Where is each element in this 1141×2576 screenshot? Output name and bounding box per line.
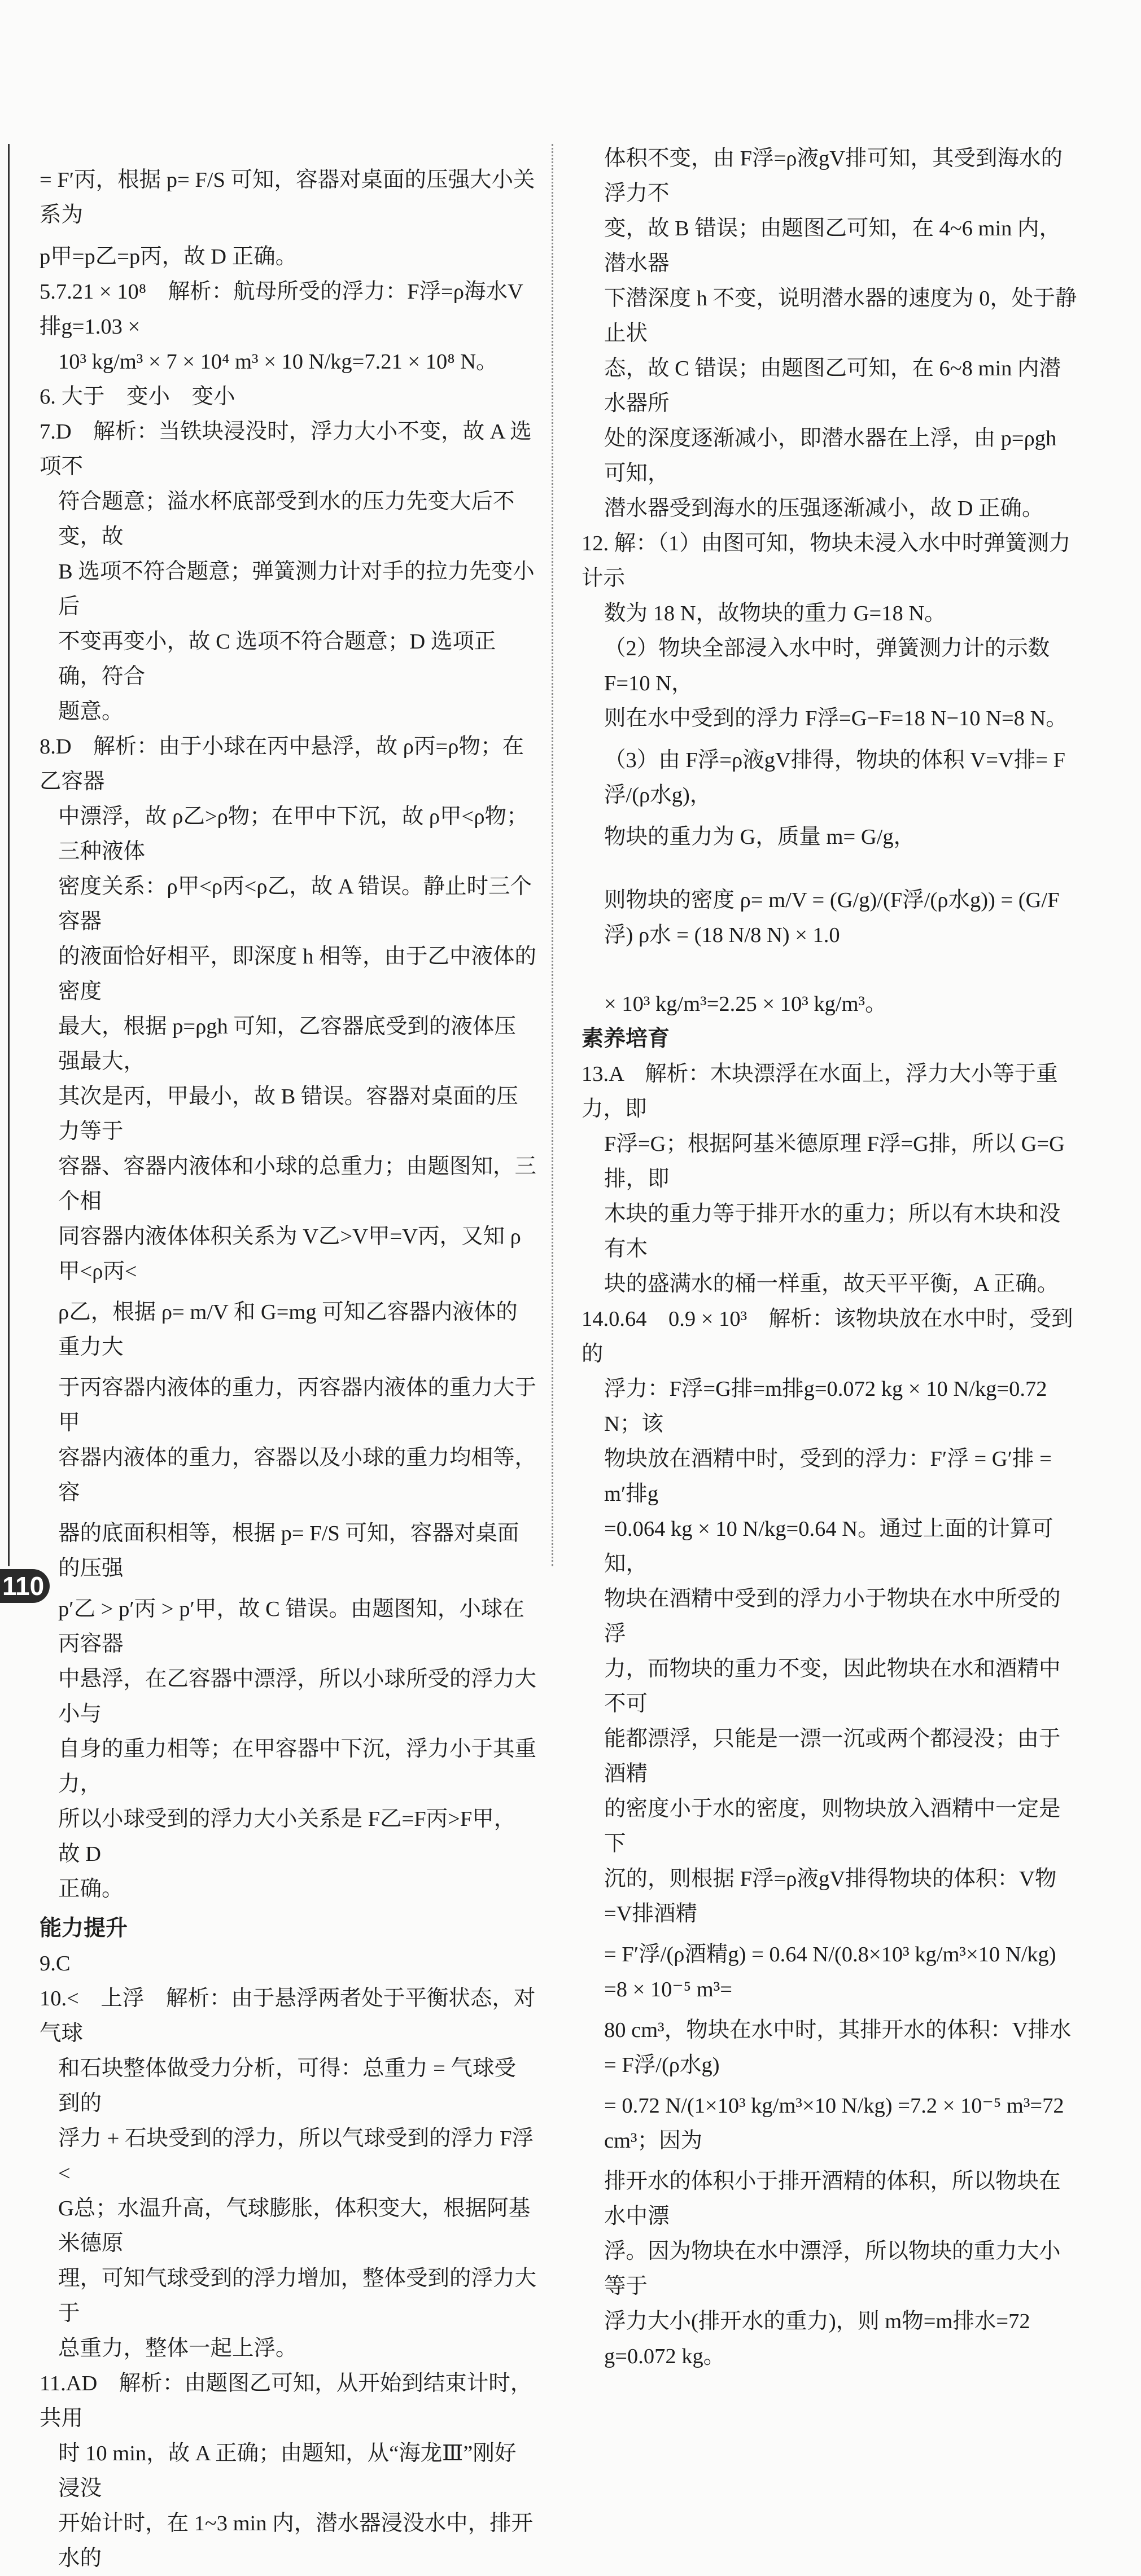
line: 和石块整体做受力分析，可得：总重力 = 气球受到的 bbox=[58, 2057, 516, 2115]
column-divider bbox=[552, 144, 553, 1566]
line: 的密度小于水的密度，则物块放入酒精中一定是下 bbox=[604, 1797, 1061, 1856]
line: 中漂浮，故 ρ乙>ρ物；在甲中下沉，故 ρ甲<ρ物；三种液体 bbox=[58, 805, 528, 864]
line: 浮力：F浮=G排=m排g=0.072 kg × 10 N/kg=0.72 N；该 bbox=[604, 1377, 1047, 1436]
answer-8: 8.D 解析：由于小球在丙中悬浮，故 ρ丙=ρ物；在乙容器 bbox=[40, 735, 524, 794]
answer-10: 10.< 上浮 解析：由于悬浮两者处于平衡状态，对气球 bbox=[40, 1987, 536, 2045]
line: = F′浮/(ρ酒精g) = 0.64 N/(0.8×10³ kg/m³×10 N/kg) =8 × 10⁻⁵ m³= bbox=[604, 1943, 1056, 2001]
line: 题意。 bbox=[58, 700, 124, 724]
line: ρ乙，根据 ρ= m/V 和 G=mg 可知乙容器内液体的重力大 bbox=[58, 1300, 518, 1359]
answer-13: 13.A 解析：木块漂浮在水面上，浮力大小等于重力，即 bbox=[582, 1062, 1058, 1121]
answer-14: 14.0.64 0.9 × 10³ 解析：该物块放在水中时，受到的 bbox=[582, 1307, 1073, 1366]
right-column bbox=[582, 141, 1078, 2374]
line: 10³ kg/m³ × 7 × 10⁴ m³ × 10 N/kg=7.21 × 10⁸ N。 bbox=[58, 350, 498, 374]
answer-11: 11.AD 解析：由题图乙可知，从开始到结束计时，共用 bbox=[40, 2372, 532, 2430]
line: p甲=p乙=p丙，故 D 正确。 bbox=[40, 245, 298, 269]
line: （2）物块全部浸入水中时，弹簧测力计的示数 F=10 N， bbox=[604, 637, 1050, 695]
line: 理，可知气球受到的浮力增加，整体受到的浮力大于 bbox=[58, 2267, 537, 2325]
line: p′乙 > p′丙 > p′甲，故 C 错误。由题图知，小球在丙容器 bbox=[58, 1597, 524, 1656]
line: × 10³ kg/m³=2.25 × 10³ kg/m³。 bbox=[604, 992, 887, 1016]
answer-6: 6. 大于 变小 变小 bbox=[40, 385, 235, 409]
line: 排开水的体积小于排开酒精的体积，所以物块在水中漂 bbox=[604, 2170, 1061, 2228]
line: 80 cm³，物块在水中时，其排开水的体积：V排水= F浮/(ρ水g) bbox=[604, 2018, 1072, 2077]
line: 力，而物块的重力不变，因此物块在水和酒精中不可 bbox=[604, 1657, 1061, 1716]
answer-5: 5.7.21 × 10⁸ 解析：航母所受的浮力：F浮=ρ海水V排g=1.03 × bbox=[40, 280, 523, 339]
line: =0.064 kg × 10 N/kg=0.64 N。通过上面的计算可知， bbox=[604, 1517, 1053, 1576]
line: 最大，根据 p=ρgh 可知，乙容器底受到的液体压强最大， bbox=[58, 1015, 516, 1074]
line: G总；水温升高，气球膨胀，体积变大，根据阿基米德原 bbox=[58, 2197, 531, 2255]
line: 物块放在酒精中时，受到的浮力：F′浮 = G′排 = m′排g bbox=[604, 1447, 1052, 1506]
line: 同容器内液体体积关系为 V乙>V甲=V丙，又知 ρ甲<ρ丙< bbox=[58, 1225, 521, 1283]
line: （3）由 F浮=ρ液gV排得，物块的体积 V=V排= F浮/(ρ水g)， bbox=[604, 748, 1065, 807]
line: 则在水中受到的浮力 F浮=G−F=18 N−10 N=8 N。 bbox=[604, 707, 1068, 730]
density-formula: 则物块的密度 ρ= m/V = (G/g)/(F浮/(ρ水g)) = (G/F浮) ρ水 = (18 N/8 N) × 1.0 bbox=[604, 888, 1060, 947]
line: 开始计时，在 1~3 min 内，潜水器浸没水中，排开水的 bbox=[58, 2512, 534, 2570]
line: 能都漂浮，只能是一漂一沉或两个都浸没；由于酒精 bbox=[604, 1727, 1061, 1786]
section-heading-cultivation: 素养培育 bbox=[582, 1027, 670, 1051]
line: 处的深度逐渐减小，即潜水器在上浮，由 p=ρgh 可知， bbox=[604, 427, 1057, 485]
line: 物块的重力为 G，质量 m= G/g， bbox=[604, 825, 916, 849]
line: 浮力大小(排开水的重力)，则 m物=m排水=72 g=0.072 kg。 bbox=[604, 2310, 1030, 2368]
line: 沉的，则根据 F浮=ρ液gV排得物块的体积：V物=V排酒精 bbox=[604, 1867, 1057, 1926]
line: 不变再变小，故 C 选项不符合题意；D 选项正确，符合 bbox=[58, 630, 496, 689]
line: 符合题意；溢水杯底部受到水的压力先变大后不变，故 bbox=[58, 490, 515, 549]
line: = F′丙，根据 p= F/S 可知，容器对桌面的压强大小关系为 bbox=[40, 168, 535, 227]
line: 态，故 C 错误；由题图乙可知，在 6~8 min 内潜水器所 bbox=[604, 357, 1061, 415]
line: 容器内液体的重力，容器以及小球的重力均相等，容 bbox=[58, 1446, 537, 1505]
line: 器的底面积相等，根据 p= F/S 可知，容器对桌面的压强 bbox=[58, 1522, 519, 1580]
line: 时 10 min，故 A 正确；由题知，从“海龙Ⅲ”刚好浸没 bbox=[58, 2442, 517, 2500]
answer-12: 12. 解：（1）由图可知，物块未浸入水中时弹簧测力计示 bbox=[582, 532, 1071, 590]
line: 物块在酒精中受到的浮力小于物块在水中所受的浮 bbox=[604, 1587, 1061, 1646]
line: = 0.72 N/(1×10³ kg/m³×10 N/kg) =7.2 × 10⁻⁵ m³=72 cm³；因为 bbox=[604, 2094, 1064, 2153]
line: F浮=G；根据阿基米德原理 F浮=G排，所以 G=G排，即 bbox=[604, 1132, 1065, 1191]
line: B 选项不符合题意；弹簧测力计对手的拉力先变小后 bbox=[58, 560, 535, 619]
left-margin-rule bbox=[8, 144, 10, 1566]
line: 木块的重力等于排开水的重力；所以有木块和没有木 bbox=[604, 1202, 1061, 1261]
line: 块的盛满水的桶一样重，故天平平衡，A 正确。 bbox=[604, 1272, 1059, 1296]
answer-9: 9.C bbox=[40, 1952, 71, 1975]
line: 正确。 bbox=[58, 1877, 124, 1901]
line: 变，故 B 错误；由题图乙可知，在 4~6 min 内，潜水器 bbox=[604, 217, 1061, 275]
section-heading-ability: 能力提升 bbox=[40, 1916, 128, 1940]
line: 其次是丙，甲最小，故 B 错误。容器对桌面的压力等于 bbox=[58, 1085, 518, 1144]
line: 数为 18 N，故物块的重力 G=18 N。 bbox=[604, 602, 946, 625]
page-number: 110 bbox=[2, 1571, 45, 1601]
line: 浮力 + 石块受到的浮力，所以气球受到的浮力 F浮< bbox=[58, 2127, 534, 2185]
line: 容器、容器内液体和小球的总重力；由题图知，三个相 bbox=[58, 1155, 537, 1213]
line: 自身的重力相等；在甲容器中下沉，浮力小于其重力， bbox=[58, 1737, 537, 1796]
left-column bbox=[40, 141, 536, 2576]
line: 所以小球受到的浮力大小关系是 F乙=F丙>F甲，故 D bbox=[58, 1807, 516, 1866]
line: 总重力，整体一起上浮。 bbox=[58, 2337, 298, 2360]
line: 潜水器受到海水的压强逐渐减小，故 D 正确。 bbox=[604, 497, 1044, 520]
answer-7: 7.D 解析：当铁块浸没时，浮力大小不变，故 A 选项不 bbox=[40, 420, 532, 479]
line: 体积不变，由 F浮=ρ液gV排可知，其受到海水的浮力不 bbox=[604, 147, 1063, 205]
line: 的液面恰好相平，即深度 h 相等，由于乙中液体的密度 bbox=[58, 945, 537, 1004]
line: 中悬浮，在乙容器中漂浮，所以小球所受的浮力大小与 bbox=[58, 1667, 537, 1726]
line: 浮。因为物块在水中漂浮，所以物块的重力大小等于 bbox=[604, 2240, 1061, 2298]
line: 密度关系：ρ甲<ρ丙<ρ乙，故 A 错误。静止时三个容器 bbox=[58, 875, 532, 934]
line: 于丙容器内液体的重力，丙容器内液体的重力大于甲 bbox=[58, 1376, 537, 1435]
line: 下潜深度 h 不变，说明潜水器的速度为 0，处于静止状 bbox=[604, 287, 1077, 345]
